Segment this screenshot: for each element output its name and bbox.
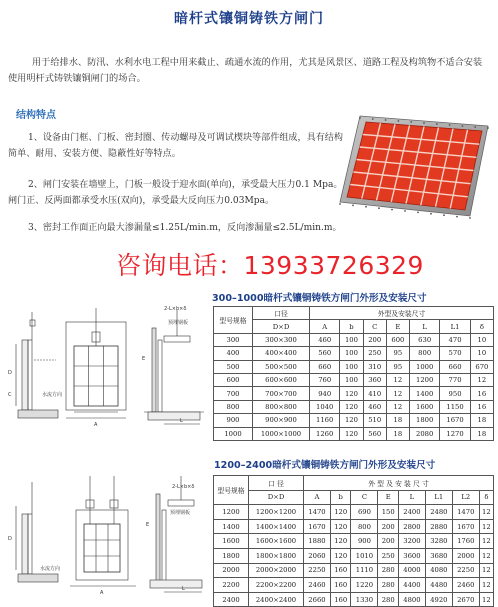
col-header: L: [409, 320, 439, 333]
table-cell: 700×700: [253, 387, 310, 400]
table-cell: 2660: [304, 592, 331, 607]
table-cell: 670: [470, 360, 493, 373]
table-row: [214, 333, 494, 346]
table-cell: 1600: [214, 534, 249, 549]
table-cell: 160: [330, 563, 351, 578]
dim-E: E: [146, 522, 150, 528]
table-cell: 2080: [409, 427, 439, 440]
table-cell: 200: [378, 534, 399, 549]
table-cell: 160: [330, 578, 351, 593]
table-cell: 4080: [425, 563, 452, 578]
table-cell: 1800: [409, 414, 439, 427]
table-cell: 4920: [425, 592, 452, 607]
installation-diagram-small: [4, 300, 210, 432]
bolt: [385, 119, 387, 121]
table-cell: 120: [340, 414, 363, 427]
table-cell: 1800: [214, 548, 249, 563]
bolt: [365, 206, 367, 208]
dim-A: A: [100, 590, 104, 596]
bolt-label: 2-L×b×δ: [172, 484, 195, 490]
table-cell: 4480: [425, 578, 452, 593]
flow-direction-label: 水流方向: [42, 392, 63, 398]
table-cell: 1880: [304, 534, 331, 549]
bolt: [339, 203, 341, 205]
table-cell: 1800×1800: [249, 548, 304, 563]
table-cell: 500: [214, 360, 253, 373]
table-cell: 12: [386, 400, 409, 413]
hotline-text: 咨询电话：13933726329: [116, 251, 424, 280]
table-cell: 120: [330, 548, 351, 563]
table-cell: 250: [363, 347, 386, 360]
table-cell: 4400: [398, 578, 425, 593]
table-cell: 560: [310, 347, 340, 360]
dim-D: D: [8, 370, 12, 376]
table-cell: 16: [470, 387, 493, 400]
table-cell: 1760: [452, 534, 479, 549]
table-cell: 120: [340, 427, 363, 440]
table-cell: 410: [363, 387, 386, 400]
bolt: [391, 209, 393, 211]
table-cell: 1670: [440, 414, 470, 427]
col-header: C: [351, 490, 378, 505]
bolt: [474, 126, 476, 128]
table-cell: 800×800: [253, 400, 310, 413]
bolt: [423, 122, 425, 124]
flow-direction-label: 水流方向: [40, 566, 61, 572]
col-header: b: [330, 490, 351, 505]
table-cell: 16: [470, 400, 493, 413]
bolt: [398, 120, 400, 122]
feature-2: 2、闸门安装在墙壁上，门板一般设于迎水面(单向)，承受最大压力0.1 Mpa。闸门正、反两面都承受水压(双向)，承受最大反向压力0.03Mpa。: [8, 180, 343, 206]
table1-title: 300–1000暗杆式镶铜铸铁方闸门外形及安装尺寸: [212, 293, 427, 304]
table-cell: 18: [386, 427, 409, 440]
table-cell: 2670: [452, 592, 479, 607]
table-cell: 100: [340, 333, 363, 346]
table-cell: 2480: [425, 505, 452, 520]
table-cell: 18: [470, 427, 493, 440]
table-cell: 1040: [310, 400, 340, 413]
table-cell: 10: [470, 333, 493, 346]
bolt: [430, 213, 432, 215]
col-header: L1: [425, 490, 452, 505]
table-row: [214, 519, 494, 534]
table-cell: 950: [440, 387, 470, 400]
table-cell: 18: [470, 414, 493, 427]
table-cell: 770: [440, 373, 470, 386]
table-cell: 120: [330, 505, 351, 520]
table-cell: 1220: [351, 578, 378, 593]
table-cell: 2200: [214, 578, 249, 593]
table-cell: 2880: [425, 519, 452, 534]
table-row: [214, 373, 494, 386]
feature-3: 3、密封工作面正向最大渗漏量≤1.25L/min.m，反向渗漏量≤2.5L/min.m。: [28, 223, 342, 233]
table-cell: 2060: [304, 548, 331, 563]
table-cell: 3600: [398, 548, 425, 563]
table-cell: 900: [351, 534, 378, 549]
table-cell: 4800: [398, 592, 425, 607]
bolt: [378, 207, 380, 209]
table-cell: 1260: [310, 427, 340, 440]
table-cell: 200: [363, 333, 386, 346]
table-cell: 1400: [409, 387, 439, 400]
table-cell: 1330: [351, 592, 378, 607]
table-cell: 2800: [398, 519, 425, 534]
table-cell: 3680: [425, 548, 452, 563]
table-cell: 1470: [452, 505, 479, 520]
table-cell: 300: [214, 333, 253, 346]
table-row: [214, 534, 494, 549]
table-cell: 100: [340, 373, 363, 386]
table-cell: 510: [363, 414, 386, 427]
table-cell: 400: [214, 347, 253, 360]
table-cell: 1000×1000: [253, 427, 310, 440]
col-header: L1: [440, 320, 470, 333]
table-cell: 360: [363, 373, 386, 386]
table-cell: 630: [409, 333, 439, 346]
intro-text: 用于给排水、防汛、水利水电工程中用来截止、疏通水流的作用，尤其是风景区、道路工程及构筑物不适合安装使用明杆式铸铁镶铜闸门的场合。: [8, 57, 483, 84]
col-bore-sub: D×D: [249, 490, 304, 505]
dim-D: D: [8, 536, 12, 542]
table-row: [214, 400, 494, 413]
table-cell: 2000×2000: [249, 563, 304, 578]
feature-1: 1、设备由门框、门板、密封圈、传动螺母及可调试楔块等部件组成，具有结构简单、耐用、安装方便、隐蔽性好等特点。: [8, 133, 343, 159]
table-cell: 120: [340, 387, 363, 400]
table-cell: 1000: [214, 427, 253, 440]
col-dims: 外 型 及 安 装 尺 寸: [304, 476, 494, 491]
table-cell: 95: [386, 347, 409, 360]
table-cell: 120: [340, 400, 363, 413]
table-cell: 2460: [452, 578, 479, 593]
table-cell: 460: [363, 400, 386, 413]
table-cell: 1110: [351, 563, 378, 578]
col-header: L: [398, 490, 425, 505]
dim-L: L: [180, 418, 183, 424]
col-dims: 外型及安装尺寸: [310, 307, 494, 320]
dim-E: E: [142, 356, 146, 362]
page-title: 暗杆式镶铜铸铁方闸门: [174, 11, 324, 27]
table-cell: 900×900: [253, 414, 310, 427]
col-model: 型号规格: [214, 476, 249, 505]
table-cell: 120: [330, 534, 351, 549]
table-cell: 600: [386, 333, 409, 346]
table-cell: 12: [479, 592, 493, 607]
col-header: δ: [470, 320, 493, 333]
table-cell: 310: [363, 360, 386, 373]
col-header: E: [378, 490, 399, 505]
table-cell: 12: [479, 563, 493, 578]
table-cell: 2400×2400: [249, 592, 304, 607]
table-cell: 120: [330, 519, 351, 534]
table-cell: 1200×1200: [249, 505, 304, 520]
bolt: [410, 121, 412, 123]
table-cell: 1270: [440, 427, 470, 440]
table-cell: 2250: [452, 563, 479, 578]
table-cell: 160: [330, 592, 351, 607]
dimension-table-large: [213, 475, 494, 607]
table-cell: 150: [378, 505, 399, 520]
bolt: [436, 123, 438, 125]
table-cell: 4000: [398, 563, 425, 578]
embed-plate-label: 预埋钢板: [170, 510, 191, 516]
table-cell: 2250: [304, 563, 331, 578]
table-cell: 660: [440, 360, 470, 373]
bolt: [404, 210, 406, 212]
features-title: 结构特点: [16, 110, 56, 121]
bolt: [359, 117, 361, 119]
table-cell: 2000: [214, 563, 249, 578]
table-cell: 2400: [214, 592, 249, 607]
dim-L: L: [182, 586, 185, 592]
table-cell: 1000: [409, 360, 439, 373]
table-cell: 700: [214, 387, 253, 400]
table-row: [214, 347, 494, 360]
table-cell: 500×500: [253, 360, 310, 373]
table-row: [214, 414, 494, 427]
dim-C: C: [8, 392, 12, 398]
table-cell: 18: [386, 414, 409, 427]
table-cell: 470: [440, 333, 470, 346]
table-cell: 12: [479, 548, 493, 563]
table-cell: 1600×1600: [249, 534, 304, 549]
bolt: [462, 125, 464, 127]
table-cell: 2200×2200: [249, 578, 304, 593]
bolt: [372, 118, 374, 120]
table-cell: 760: [310, 373, 340, 386]
dim-A: A: [94, 422, 98, 428]
bolt: [449, 124, 451, 126]
table-row: [214, 578, 494, 593]
table-cell: 1400×1400: [249, 519, 304, 534]
table-cell: 900: [214, 414, 253, 427]
table-row: [214, 505, 494, 520]
table-cell: 100: [340, 360, 363, 373]
table-row: [214, 427, 494, 440]
table-cell: 400×400: [253, 347, 310, 360]
col-header: δ: [479, 490, 493, 505]
table-cell: 1150: [440, 400, 470, 413]
table-cell: 3200: [398, 534, 425, 549]
table-cell: 10: [470, 347, 493, 360]
table-cell: 1600: [409, 400, 439, 413]
bolt: [352, 205, 354, 207]
table-cell: 2000: [452, 548, 479, 563]
col-header: A: [310, 320, 340, 333]
table-cell: 12: [479, 578, 493, 593]
col-header: A: [304, 490, 331, 505]
table-cell: 800: [409, 347, 439, 360]
col-header: E: [386, 320, 409, 333]
dimension-table-small: [213, 306, 494, 441]
table-cell: 250: [378, 548, 399, 563]
table-cell: 3280: [425, 534, 452, 549]
table-cell: 12: [386, 387, 409, 400]
col-model: 型号规格: [214, 307, 253, 334]
table-cell: 1160: [310, 414, 340, 427]
table-row: [214, 548, 494, 563]
table-cell: 12: [386, 373, 409, 386]
embed-plate-label: 预埋钢板: [168, 320, 189, 326]
table2-title: 1200–2400暗杆式镶铜铸铁方闸门外形及安装尺寸: [214, 460, 436, 471]
table-cell: 2460: [304, 578, 331, 593]
table-cell: 95: [386, 360, 409, 373]
table-cell: 660: [310, 360, 340, 373]
table-cell: 1400: [214, 519, 249, 534]
table-cell: 570: [440, 347, 470, 360]
table-cell: 2400: [398, 505, 425, 520]
col-bore: 口径: [253, 307, 310, 320]
table-cell: 1670: [304, 519, 331, 534]
table-cell: 1200: [214, 505, 249, 520]
table-cell: 1200: [409, 373, 439, 386]
table-cell: 1010: [351, 548, 378, 563]
table-cell: 460: [310, 333, 340, 346]
table-cell: 690: [351, 505, 378, 520]
table-cell: 300×300: [253, 333, 310, 346]
bolt: [456, 216, 458, 218]
table-cell: 200: [378, 519, 399, 534]
table-cell: 12: [470, 373, 493, 386]
table-row: [214, 387, 494, 400]
col-header: C: [363, 320, 386, 333]
bolt: [443, 214, 445, 216]
table-cell: 800: [351, 519, 378, 534]
table-row: [214, 360, 494, 373]
col-bore: 口 径: [249, 476, 304, 491]
table-cell: 280: [378, 592, 399, 607]
bolt: [417, 212, 419, 214]
col-header: b: [340, 320, 363, 333]
table-cell: 1470: [304, 505, 331, 520]
bolt-label: 2-L×b×δ: [164, 306, 187, 312]
table-cell: 280: [378, 563, 399, 578]
table-cell: 800: [214, 400, 253, 413]
table-cell: 940: [310, 387, 340, 400]
table-cell: 12: [479, 519, 493, 534]
table-row: [214, 563, 494, 578]
table-cell: 600×600: [253, 373, 310, 386]
table-cell: 12: [479, 505, 493, 520]
table-cell: 280: [378, 578, 399, 593]
table-cell: 100: [340, 347, 363, 360]
bolt: [469, 217, 471, 219]
table-cell: 12: [479, 534, 493, 549]
table-cell: 600: [214, 373, 253, 386]
col-header: L2: [452, 490, 479, 505]
col-bore-sub: D×D: [253, 320, 310, 333]
gate-product-photo: [338, 110, 490, 222]
table-cell: 1670: [452, 519, 479, 534]
table-cell: 560: [363, 427, 386, 440]
bolt: [487, 127, 489, 129]
installation-diagram-large: [4, 470, 210, 596]
